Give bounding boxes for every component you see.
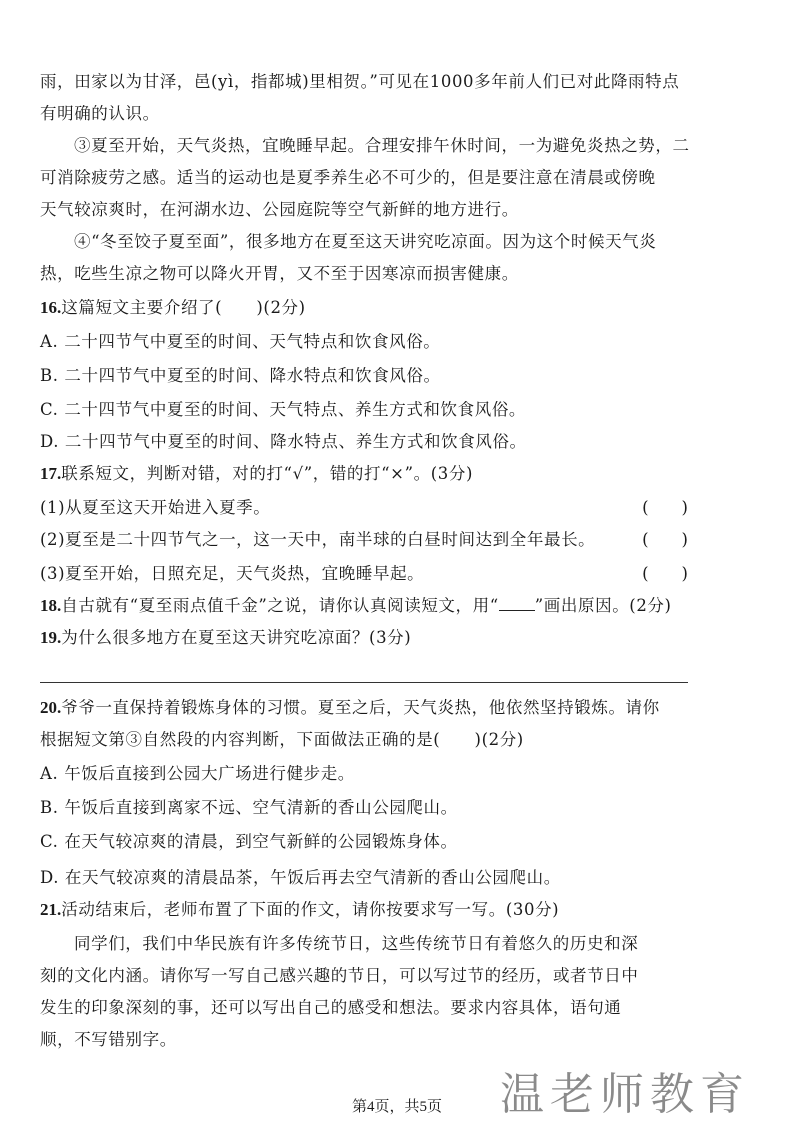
question-17	[40, 462, 688, 486]
underline-blank	[499, 595, 535, 611]
answer-line[interactable]	[40, 682, 688, 683]
answer-paren[interactable]: ( )	[642, 498, 688, 517]
question-21	[40, 898, 688, 922]
question-16	[40, 296, 688, 320]
option-b: B. 二十四节气中夏至的时间、降水特点和饮食风俗。	[40, 366, 441, 385]
question-stem: 爷爷一直保持着锻炼身体的习惯。夏至之后，天气炎热，他依然坚持锻炼。请你	[61, 698, 660, 717]
question-stem: 这篇短文主要介绍了( )(2分)	[61, 298, 306, 317]
passage-line: 可消除疲劳之感。适当的运动也是夏季养生必不可少的，但是要注意在清晨或傍晚	[40, 168, 656, 187]
question-number: 16.	[40, 298, 62, 317]
passage-line: 天气较凉爽时，在河湖水边、公园庭院等空气新鲜的地方进行。	[40, 200, 519, 219]
essay-prompt: 顺，不写错别字。	[40, 1030, 177, 1049]
passage-line: 热，吃些生凉之物可以降火开胃，又不至于因寒凉而损害健康。	[40, 264, 519, 283]
option-d: D. 在天气较凉爽的清晨品茶，午饭后再去空气清新的香山公园爬山。	[40, 868, 561, 887]
judge-item-1: (1)从夏至这天开始进入夏季。	[40, 498, 271, 517]
watermark: 温老师教育	[500, 1069, 750, 1120]
option-a: A. 二十四节气中夏至的时间、天气特点和饮食风俗。	[40, 332, 441, 351]
judge-item-3: (3)夏至开始，日照充足，天气炎热，宜晚睡早起。	[40, 564, 425, 583]
question-stem: ”画出原因。(2分)	[534, 596, 672, 615]
question-stem: 活动结束后，老师布置了下面的作文，请你按要求写一写。(30分)	[61, 900, 560, 919]
question-stem: 自古就有“夏至雨点值千金”之说，请你认真阅读短文，用“	[61, 596, 499, 615]
question-18	[40, 594, 688, 618]
essay-prompt: 发生的印象深刻的事，还可以写出自己的感受和想法。要求内容具体，语句通	[40, 998, 622, 1017]
question-number: 18.	[40, 596, 62, 615]
judge-item-2: (2)夏至是二十四节气之一，这一天中，南半球的白昼时间达到全年最长。	[40, 530, 596, 549]
passage-line: 有明确的认识。	[40, 104, 160, 123]
question-number: 21.	[40, 900, 62, 919]
passage-paragraph-3: ③夏至开始，天气炎热，宜晚睡早起。合理安排午休时间，一为避免炎热之势，二	[74, 136, 690, 155]
passage-line: 雨，田家以为甘泽，邑(yì，指都城)里相贺。”可见在1000多年前人们已对此降雨特点	[40, 72, 680, 91]
question-19	[40, 626, 688, 650]
question-number: 19.	[40, 628, 62, 647]
question-number: 17.	[40, 464, 62, 483]
option-d: D. 二十四节气中夏至的时间、降水特点、养生方式和饮食风俗。	[40, 432, 527, 451]
option-a: A. 午饭后直接到公园大广场进行健步走。	[40, 764, 355, 783]
answer-paren[interactable]: ( )	[642, 564, 688, 583]
question-stem: 联系短文，判断对错，对的打“√”，错的打“×”。(3分)	[61, 464, 474, 483]
option-b: B. 午饭后直接到离家不远、空气清新的香山公园爬山。	[40, 798, 458, 817]
question-stem-cont: 根据短文第③自然段的内容判断，下面做法正确的是( )(2分)	[40, 730, 524, 749]
essay-prompt: 同学们，我们中华民族有许多传统节日，这些传统节日有着悠久的历史和深	[74, 934, 639, 953]
passage-paragraph-4: ④“冬至饺子夏至面”，很多地方在夏至这天讲究吃凉面。因为这个时候天气炎	[74, 232, 657, 251]
page-number: 第4页，共5页	[351, 1099, 442, 1115]
question-stem: 为什么很多地方在夏至这天讲究吃凉面？(3分)	[61, 628, 412, 647]
answer-paren[interactable]: ( )	[642, 530, 688, 549]
question-20	[40, 696, 688, 720]
option-c: C. 在天气较凉爽的清晨，到空气新鲜的公园锻炼身体。	[40, 832, 458, 851]
question-number: 20.	[40, 698, 62, 717]
option-c: C. 二十四节气中夏至的时间、天气特点、养生方式和饮食风俗。	[40, 400, 527, 419]
essay-prompt: 刻的文化内涵。请你写一写自己感兴趣的节日，可以写过节的经历，或者节日中	[40, 966, 639, 985]
